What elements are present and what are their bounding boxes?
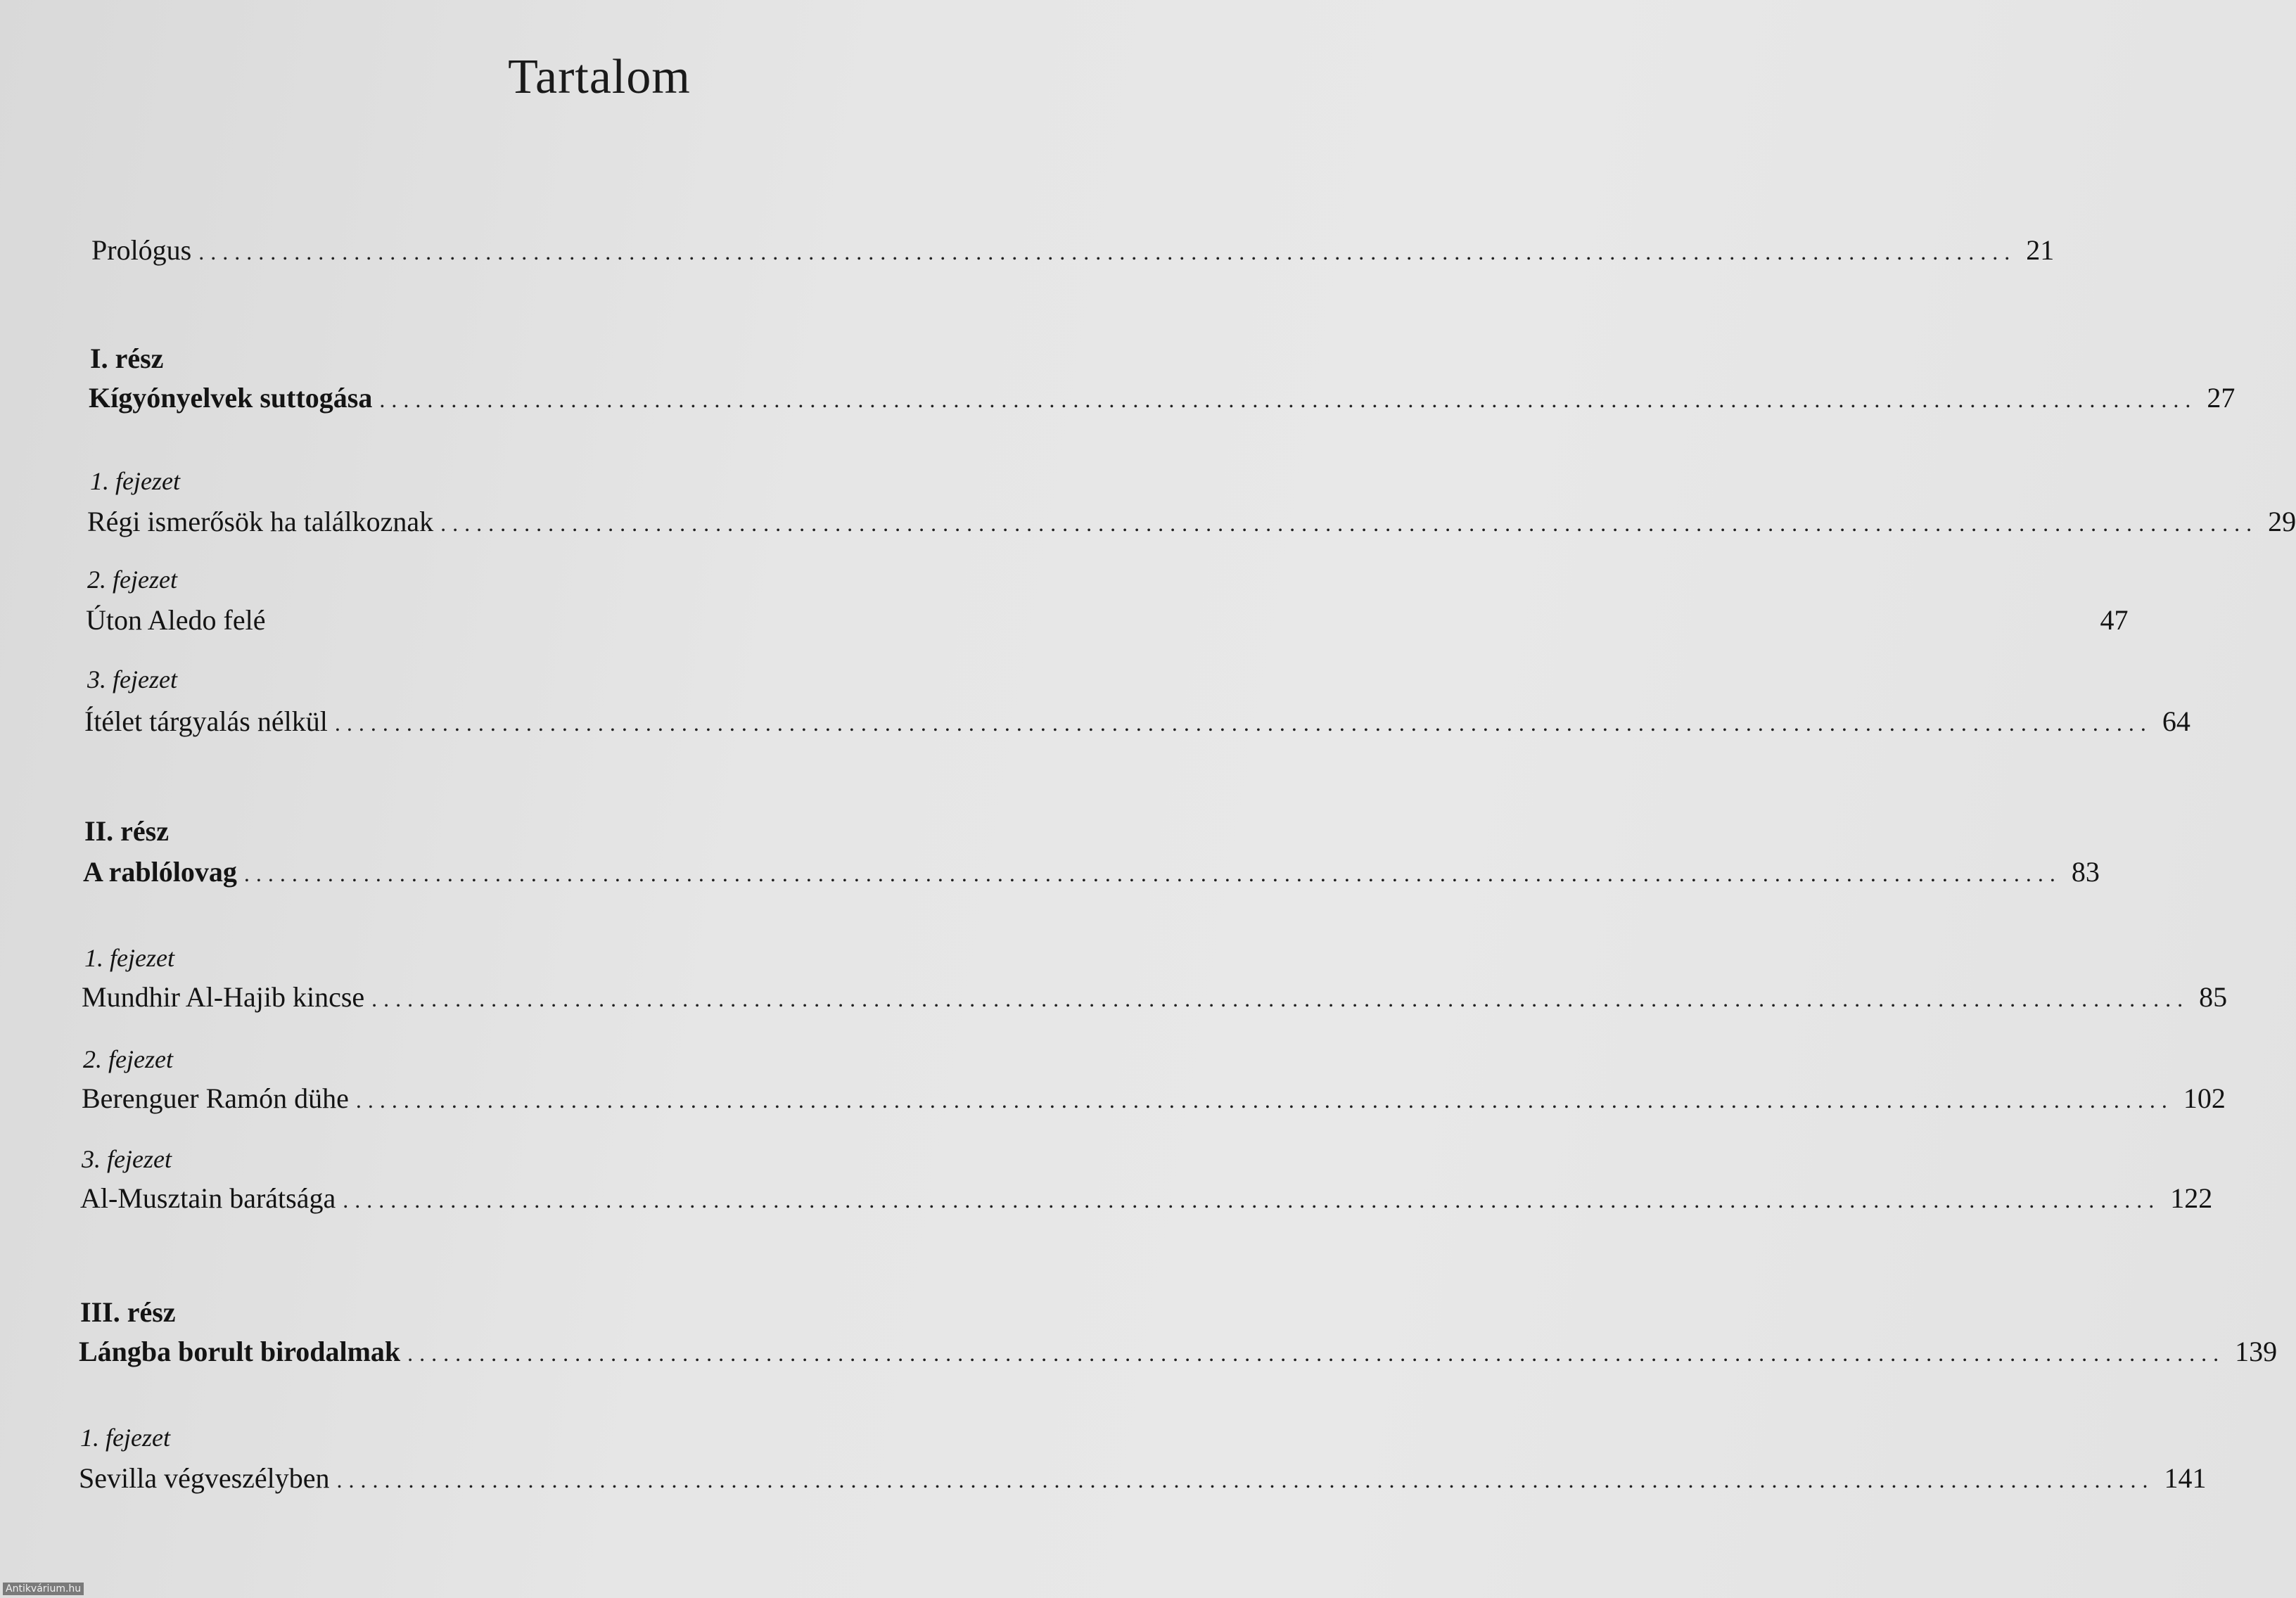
chapter-heading: 1. fejezet [84, 944, 174, 972]
dot-leader: ........................................................................................................................................................ [355, 1087, 2174, 1113]
entry-page: 139 [2235, 1336, 2278, 1367]
dot-leader: ........................................................................................................................................................ [198, 239, 2017, 264]
toc-entry-chapter [80, 1182, 2213, 1214]
chapter-heading: 3. fejezet [82, 1145, 172, 1173]
toc-entry-chapter [86, 604, 2129, 636]
entry-title: Berenguer Ramón dühe [82, 1082, 349, 1114]
part-heading: III. rész [80, 1296, 176, 1328]
toc-entry-part [79, 1336, 2278, 1367]
dot-leader: ........................................................................................................................................................ [407, 1341, 2226, 1366]
entry-title: Úton Aledo felé [86, 604, 266, 636]
chapter-heading: 2. fejezet [83, 1045, 173, 1073]
entry-page: 47 [2100, 604, 2129, 636]
entry-title: Prológus [91, 234, 192, 266]
entry-title: Ítélet tárgyalás nélkül [84, 705, 328, 737]
dot-leader: ........................................................................................................................................................ [371, 986, 2190, 1011]
dot-leader: ........................................................................................................................................................ [379, 387, 2198, 412]
entry-title: Lángba borult birodalmak [79, 1336, 401, 1367]
entry-page: 64 [2162, 705, 2190, 737]
chapter-heading: 1. fejezet [80, 1424, 170, 1452]
entry-page: 141 [2164, 1462, 2207, 1494]
entry-page: 83 [2071, 856, 2100, 888]
entry-title: Sevilla végveszélyben [79, 1462, 330, 1494]
entry-page: 122 [2170, 1182, 2213, 1214]
part-heading: I. rész [90, 343, 164, 374]
dot-leader: ........................................................................................................................................................ [243, 861, 2062, 886]
dot-leader: ........................................................................................................................................................ [440, 511, 2259, 536]
page-title: Tartalom [508, 50, 691, 104]
chapter-heading: 2. fejezet [87, 565, 177, 594]
toc-entry-prologue [91, 234, 2055, 266]
entry-page: 27 [2207, 382, 2236, 414]
toc-entry-chapter [82, 1082, 2226, 1114]
toc-entry-chapter [87, 506, 2296, 537]
entry-page: 85 [2199, 981, 2228, 1013]
toc-entry-part [89, 382, 2236, 414]
chapter-heading: 1. fejezet [90, 467, 180, 495]
part-heading: II. rész [84, 815, 169, 847]
dot-leader: ........................................................................................................................................................ [336, 1467, 2155, 1492]
watermark: Antikvárium.hu [3, 1583, 84, 1595]
entry-title: Régi ismerősök ha találkoznak [87, 506, 434, 537]
dot-leader: ........................................................................................................................................................ [334, 710, 2152, 736]
entry-page: 21 [2026, 234, 2055, 266]
toc-entry-chapter [82, 981, 2228, 1013]
entry-title: Al-Musztain barátsága [80, 1182, 336, 1214]
entry-title: Mundhir Al-Hajib kincse [82, 981, 365, 1013]
entry-title: Kígyónyelvek suttogása [89, 382, 373, 414]
chapter-heading: 3. fejezet [87, 665, 177, 693]
entry-title: A rablólovag [83, 856, 237, 888]
entry-page: 102 [2183, 1082, 2226, 1114]
toc-entry-part [83, 856, 2100, 888]
entry-page: 29 [2268, 506, 2296, 537]
toc-entry-chapter [79, 1462, 2207, 1494]
dot-leader: ........................................................................................................................................................ [343, 1187, 2161, 1213]
toc-entry-chapter [84, 705, 2190, 737]
